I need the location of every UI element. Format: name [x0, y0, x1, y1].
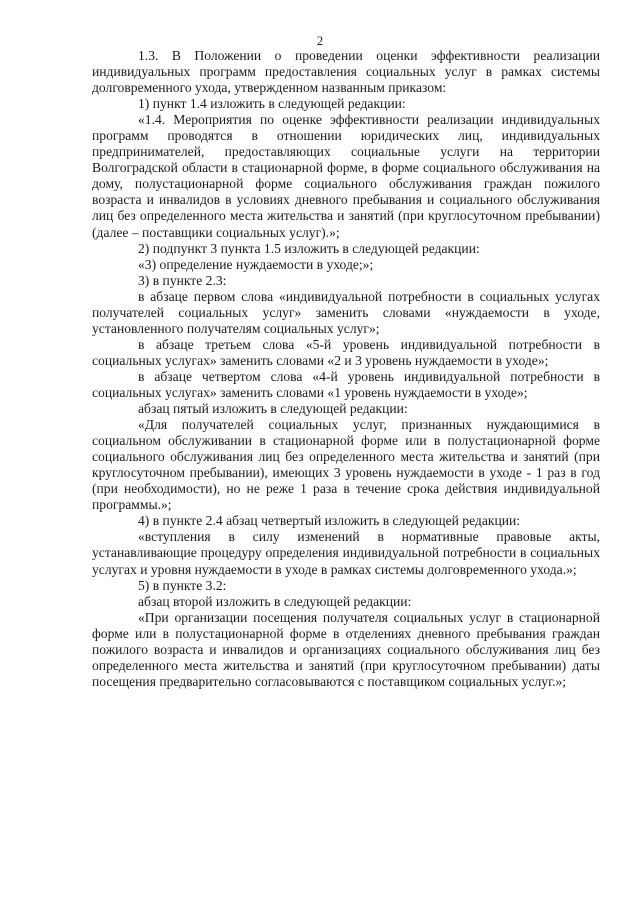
paragraph-quote-recipients: «Для получателей социальных услуг, признанных нуждающимися в социальном обслуживании в стационарной форме или в полустационарной форме социального обслуживания лиц без определенного места жительства и занятий (при круглосуточном пребывании), имеющих 3 уровень нуждаемости в уходе - 1 раз в год (при необходимости), но не реже 1 раза в течение срока действия индивидуальной программы.»; — [92, 417, 600, 513]
paragraph-abzac-first: в абзаце первом слова «индивидуальной потребности в социальных услугах получателей социальных услуг» заменить словами «нуждаемости в уходе, установленного получателям социальных услуг»; — [92, 288, 600, 336]
paragraph-quote-entry-into-force: «вступления в силу изменений в нормативные правовые акты, устанавливающие процедуру определения индивидуальной потребности в социальных услугах и уровня нуждаемости в уходе в рамках системы долговременного ухода.»; — [92, 529, 600, 577]
paragraph-quote-visit: «При организации посещения получателя социальных услуг в стационарной форме или в полустационарной форме в отделениях дневного пребывания граждан пожилого возраста и инвалидов и организациях социального обслуживания лиц без определенного места жительства и занятий (при круглосуточном пребывании) даты посещения предварительно согласовываются с поставщиком социальных услуг.»; — [92, 609, 600, 689]
paragraph-abzac-fifth: абзац пятый изложить в следующей редакции: — [138, 401, 408, 417]
document-body — [92, 48, 600, 690]
page-number: 2 — [316, 34, 324, 48]
paragraph-item-5: 5) в пункте 3.2: — [138, 577, 227, 593]
paragraph-item-4: 4) в пункте 2.4 абзац четвертый изложить в следующей редакции: — [138, 513, 521, 529]
paragraph-quote-3: «3) определение нуждаемости в уходе;»; — [138, 256, 374, 272]
paragraph-item-2: 2) подпункт 3 пункта 1.5 изложить в следующей редакции: — [138, 240, 480, 256]
paragraph-quote-1-4: «1.4. Мероприятия по оценке эффективности реализации индивидуальных программ проводятся в отношении юридических лиц, индивидуальных предпринимателей, предоставляющих социальные услуги на территории Волгоградской области в стационарной форме, в форме социального обслуживания на дому, полустационарной форме социального обслуживания граждан пожилого возраста и инвалидов в условиях дневного пребывания и социального обслуживания лиц без определенного места жительства и занятий (при круглосуточном пребывании) (далее – поставщики социальных услуг).»; — [92, 112, 600, 240]
paragraph-abzac-second: абзац второй изложить в следующей редакции: — [138, 593, 412, 609]
paragraph-item-1: 1) пункт 1.4 изложить в следующей редакции: — [138, 96, 406, 112]
paragraph-item-3: 3) в пункте 2.3: — [138, 272, 227, 288]
paragraph-1-3-intro: 1.3. В Положении о проведении оценки эффективности реализации индивидуальных программ предоставления социальных услуг в рамках системы долговременного ухода, утвержденном названным приказом: — [92, 48, 600, 96]
paragraph-abzac-third: в абзаце третьем слова «5-й уровень индивидуальной потребности в социальных услугах» заменить словами «2 и 3 уровень нуждаемости в уходе»; — [92, 336, 600, 368]
paragraph-abzac-fourth: в абзаце четвертом слова «4-й уровень индивидуальной потребности в социальных услугах» заменить словами «1 уровень нуждаемости в уходе»; — [92, 368, 600, 400]
